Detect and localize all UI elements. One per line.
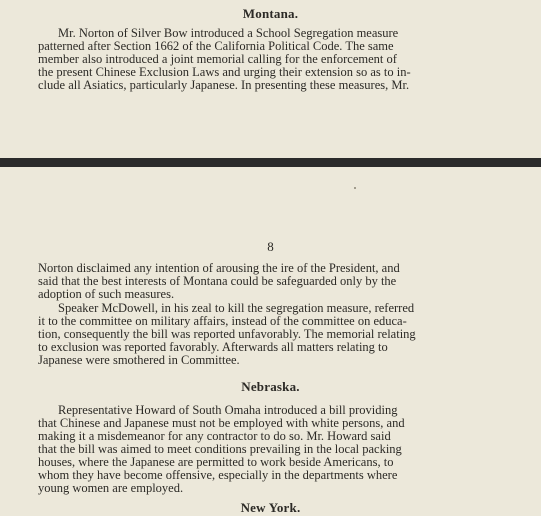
mcdowell-paragraph	[38, 302, 514, 367]
text-line: that the bill was aimed to meet conditions prevailing in the local packing	[38, 442, 402, 456]
text-line: clude all Asiatics, particularly Japanese. In presenting these measures, Mr.	[38, 78, 410, 92]
text-line: whom they have become offensive, especially in the departments where	[38, 468, 398, 482]
section-heading-cut-off: New York.	[240, 500, 301, 515]
text-line: making it a misdemeanor for any contractor to do so. Mr. Howard said	[38, 429, 391, 443]
text-line: tion, consequently the bill was reported unfavorably. The memorial relating	[38, 327, 416, 341]
text-line: Mr. Norton of Silver Bow introduced a School Segregation measure	[58, 26, 399, 40]
text-line: Speaker McDowell, in his zeal to kill the segregation measure, referred	[58, 301, 415, 315]
text-line: that Chinese and Japanese must not be employed with white persons, and	[38, 416, 405, 430]
text-line: Representative Howard of South Omaha introduced a bill providing	[58, 403, 398, 417]
norton-paragraph	[38, 262, 514, 301]
text-line: it to the committee on military affairs, instead of the committee on educa-	[38, 314, 407, 328]
text-line: Norton disclaimed any intention of arousing the ire of the President, and	[38, 261, 400, 275]
text-line: houses, where the Japanese are permitted to work beside Americans, to	[38, 455, 394, 469]
text-line: to exclusion was reported favorably. Afterwards all matters relating to	[38, 340, 388, 354]
section-heading-montana: Montana.	[242, 6, 299, 21]
paper-speck	[354, 187, 356, 189]
top-page-fragment	[0, 0, 541, 158]
page-number: 8	[267, 239, 274, 254]
page-separator	[0, 158, 541, 167]
text-line: Japanese were smothered in Committee.	[38, 353, 240, 367]
bottom-page-fragment	[0, 167, 541, 515]
text-line: said that the best interests of Montana could be safeguarded only by the	[38, 274, 397, 288]
text-line: adoption of such measures.	[38, 287, 175, 301]
text-line: member also introduced a joint memorial calling for the enforcement of	[38, 52, 397, 66]
howard-paragraph	[38, 404, 514, 495]
montana-paragraph	[38, 27, 514, 92]
text-line: the present Chinese Exclusion Laws and urging their extension so as to in-	[38, 65, 411, 79]
text-line: young women are employed.	[38, 481, 184, 495]
text-line: patterned after Section 1662 of the California Political Code. The same	[38, 39, 394, 53]
section-heading-nebraska: Nebraska.	[241, 379, 300, 394]
